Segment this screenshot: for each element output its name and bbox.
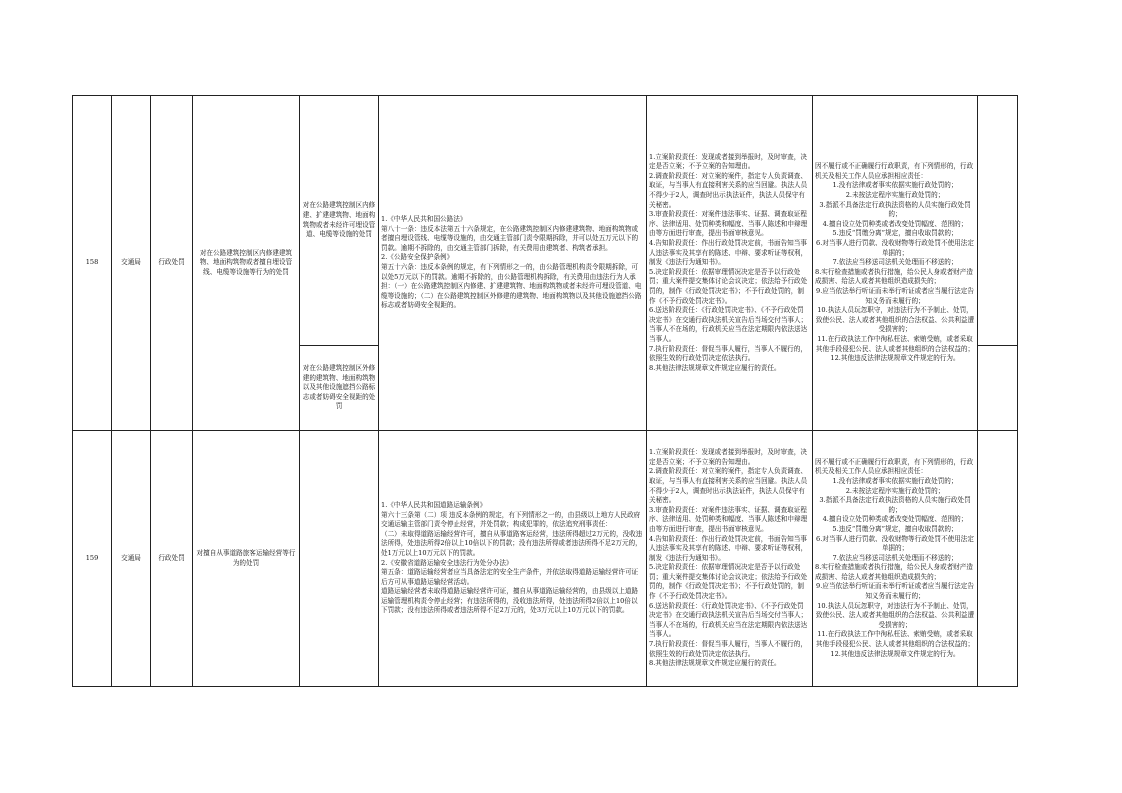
accountability-line: 1.没有法律或者事实依据实施行政处罚的； <box>832 476 958 485</box>
basis-line: 第八十一条：违反本法第五十六条规定，在公路建筑控制区内修建建筑物、地面构筑物或者擅自埋设管线、电缆等设施的，由交通主管部门责令限期拆除，并可以处五万元以下的罚款。逾期不拆除的，由交通主管部门拆除，有关费用由建筑者、构筑者承担。 <box>381 224 639 252</box>
duty-line: 6.送达阶段责任：《行政处罚决定书》、《不予行政处罚决定书》在交通行政执法机关宣告后当场交付当事人；当事人不在场的，行政机关应当在法定期限内依法送达当事人。 <box>649 306 808 343</box>
remarks-cell <box>978 346 1018 431</box>
accountability-line: 9.应当依法举行听证而未举行听证或者应当履行法定告知义务而未履行的； <box>816 286 974 305</box>
duty-line: 7.执行阶段责任：督促当事人履行，当事人不履行的，依照生效的行政处罚决定依法执行。 <box>649 640 807 658</box>
table-row <box>73 96 1018 346</box>
accountability-line: 11.在行政执法工作中徇私枉法、索贿受贿，或者采取其他手段侵犯公民、法人或者其他组织的合法权益的； <box>815 630 975 649</box>
accountability-line: 因不履行或不正确履行行政职责，有下列情形的，行政机关及相关工作人员应承担相应责任： <box>815 162 974 180</box>
accountability-line: 11.在行政执法工作中徇私枉法、索贿受贿，或者采取其他手段侵犯公民、法人或者其他组织的合法权益的； <box>815 334 975 353</box>
remarks-cell <box>978 431 1018 687</box>
accountability-line: 2.未按法定程序实施行政处罚的； <box>845 486 945 495</box>
basis-line: 第五条：道路运输经营者应当具备法定的安全生产条件，并依法取得道路运输经营许可证后方可从事道路运输经营活动。 <box>381 568 639 586</box>
duty-items <box>647 96 813 431</box>
duty-line: 6.送达阶段责任：《行政处罚决定书》、《不予行政处罚决定书》在交通行政执法机关宣告后当场交付当事人；当事人不在场的，行政机关应当在法定期限内依法送达当事人。 <box>649 601 808 639</box>
duty-line: 3.审查阶段责任：对案件违法事实、证据、调查取证程序、法律适用、处罚种类和幅度、当事人陈述和申辩理由等方面进行审查，提出书面审核意见。 <box>649 505 808 533</box>
power-list-table <box>72 95 1018 687</box>
sub-item: 对在公路建筑控制区外修建的建筑物、地面构筑物以及其他设施遮挡公路标志或者妨碍安全视距的处罚 <box>300 346 379 431</box>
accountability-line: 12.其他违反法律法规规章文件规定的行为。 <box>830 354 960 363</box>
accountability-line: 因不履行或不正确履行行政职责，有下列情形的，行政机关及相关工作人员应承担相应责任： <box>815 457 974 476</box>
duty-line: 4.告知阶段责任：作出行政处罚决定前，书面告知当事人违法事实及其享有的陈述、申辩、要求听证等权利，制发《违法行为通知书》。 <box>649 239 808 267</box>
basis-line: 道路运输经营者未取得道路运输经营许可证，擅自从事道路运输经营的，由县级以上道路运输管理机构责令停止经营；有违法所得的，没收违法所得，处违法所得2倍以上10倍以下罚款；没有违法所得或者违法所得不足2万元的，处3万元以上10万元以下的罚款。 <box>381 587 639 615</box>
department: 交通局 <box>112 96 151 431</box>
duty-line: 5.决定阶段责任：依据审理情况决定是否予以行政处罚；重大案件提交集体讨论会议决定；依法给予行政处罚的，制作《行政处罚决定书》；不予行政处罚的，制作《不予行政处罚决定书》。 <box>649 563 808 601</box>
table-row <box>73 431 1018 687</box>
basis-line: 第五十六条：违反本条例的规定，有下列情形之一的，由公路管理机构责令限期拆除，可以处5万元以下的罚款。逾期不拆除的，由公路管理机构拆除，有关费用由违法行为人承担：（一）在公路建筑控制区内修建、扩建建筑物、地面构筑物或者未经许可埋设管道、电缆等设施的；（二）在公路建筑控制区外修建的建筑物、地面构筑物以及其他设施遮挡公路标志或者妨碍安全视距的。 <box>381 263 642 310</box>
duty-line: 1.立案阶段责任：发现或者接到举报时，及时审查，决定是否立案；不予立案的告知理由。 <box>649 448 807 466</box>
row-number: 159 <box>73 431 112 687</box>
item-name: 对在公路建筑控制区内修建建筑物、地面构筑物或者擅自埋设管线、电缆等设施等行为的处罚 <box>193 96 300 431</box>
basis-line: （二）未取得道路运输经营许可，擅自从事道路客运经营，违法所得超过2万元的，没收违法所得，处违法所得2倍以上10倍以下的罚款；没有违法所得或者违法所得不足2万元的，处1万元以上10万元以下的罚款。 <box>381 529 643 557</box>
sub-item: 对在公路建筑控制区内修建、扩建建筑物、地面构筑物或者未经许可埋设管道、电缆等设施的处罚 <box>300 96 379 346</box>
accountability-line: 1.没有法律或者事实依据实施行政处罚的； <box>832 181 958 190</box>
accountability-line: 5.违反“罚缴分离”规定，擅自收取罚款的； <box>832 524 958 533</box>
power-category: 行政处罚 <box>151 431 193 687</box>
duty-line: 2.调查阶段责任：对立案的案件，指定专人负责调查、取证，与当事人有直接利害关系的应当回避。执法人员不得少于2人，调查时出示执法证件，执法人员保守有关秘密。 <box>649 467 808 505</box>
accountability-line: 3.指派不具备法定行政执法资格的人员实施行政处罚的； <box>819 200 971 219</box>
duty-line: 2.调查阶段责任：对立案的案件，指定专人负责调查、取证，与当事人有直接利害关系的应当回避。执法人员不得少于2人，调查时出示执法证件，执法人员保守有关秘密。 <box>649 171 808 209</box>
remarks-cell <box>978 96 1018 346</box>
basis-line: 2.《公路安全保护条例》 <box>381 253 454 262</box>
duty-line: 3.审查阶段责任：对案件违法事实、证据、调查取证程序、法律适用、处罚种类和幅度、当事人陈述和申辩理由等方面进行审查，提出书面审核意见。 <box>649 210 808 238</box>
sub-item <box>300 431 379 687</box>
department: 交通局 <box>112 431 151 687</box>
basis-line: 1.《中华人民共和国道路运输条例》 <box>381 500 487 509</box>
legal-basis <box>379 96 647 431</box>
accountability-line: 7.依法应当移送司法机关处理而不移送的； <box>832 553 958 562</box>
duty-items <box>647 431 813 687</box>
accountability-line: 10.执法人员玩忽职守，对违法行为不予制止、处罚，致使公民、法人或者其他组织的合法权益、公共利益遭受损害的； <box>815 601 975 629</box>
accountability-line: 8.实行检查措施或者执行措施，给公民人身或者财产造成损害、给法人或者其他组织造成损失的； <box>815 267 973 286</box>
accountability-line: 12.其他违反法律法规规章文件规定的行为。 <box>830 649 960 658</box>
accountability-line: 2.未按法定程序实施行政处罚的； <box>845 191 945 200</box>
duty-line: 7.执行阶段责任：督促当事人履行，当事人不履行的，依照生效的行政处罚决定依法执行。 <box>649 344 807 363</box>
accountability-line: 5.违反“罚缴分离”规定，擅自收取罚款的； <box>832 229 958 238</box>
accountability-line: 8.实行检查措施或者执行措施，给公民人身或者财产造成损害、给法人或者其他组织造成损失的； <box>815 563 973 581</box>
accountability-line: 9.应当依法举行听证而未举行听证或者应当履行法定告知义务而未履行的； <box>816 582 974 601</box>
accountability-items <box>813 96 978 431</box>
legal-basis <box>379 431 647 687</box>
accountability-line: 10.执法人员玩忽职守，对违法行为不予制止、处罚，致使公民、法人或者其他组织的合法权益、公共利益遭受损害的； <box>815 306 975 334</box>
basis-line: 2.《安徽省道路运输安全违法行为处分办法》 <box>381 558 513 567</box>
duty-line: 5.决定阶段责任：依据审理情况决定是否予以行政处罚；重大案件提交集体讨论会议决定；依法给予行政处罚的，制作《行政处罚决定书》；不予行政处罚的，制作《不予行政处罚决定书》。 <box>649 267 808 305</box>
basis-line: 1.《中华人民共和国公路法》 <box>381 215 467 224</box>
accountability-line: 3.指派不具备法定行政执法资格的人员实施行政处罚的； <box>819 496 971 514</box>
basis-line: 第六十三条第（二）项 违反本条例的规定，有下列情形之一的，由县级以上地方人民政府交通运输主管部门责令停止经营，并处罚款；构成犯罪的，依法追究刑事责任： <box>381 510 641 529</box>
accountability-line: 6.对当事人进行罚款、没收财物等行政处罚不使用法定单据的； <box>816 534 974 553</box>
accountability-line: 4.擅自设立处罚种类或者改变处罚幅度、范围的； <box>822 515 968 524</box>
duty-line: 8.其他法律法规规章文件规定应履行的责任。 <box>649 363 781 372</box>
duty-line: 4.告知阶段责任：作出行政处罚决定前，书面告知当事人违法事实及其享有的陈述、申辩、要求听证等权利，制发《违法行为通知书》。 <box>649 534 808 562</box>
accountability-line: 6.对当事人进行罚款、没收财物等行政处罚不使用法定单据的； <box>816 239 974 257</box>
accountability-items <box>813 431 978 687</box>
row-number: 158 <box>73 96 112 431</box>
duty-line: 8.其他法律法规规章文件规定应履行的责任。 <box>649 659 781 668</box>
accountability-line: 4.擅自设立处罚种类或者改变处罚幅度、范围的； <box>822 219 968 228</box>
accountability-line: 7.依法应当移送司法机关处理而不移送的； <box>832 258 958 267</box>
duty-line: 1.立案阶段责任：发现或者接到举报时，及时审查，决定是否立案；不予立案的告知理由。 <box>649 152 807 171</box>
power-category: 行政处罚 <box>151 96 193 431</box>
item-name: 对擅自从事道路旅客运输经营等行为的处罚 <box>193 431 300 687</box>
